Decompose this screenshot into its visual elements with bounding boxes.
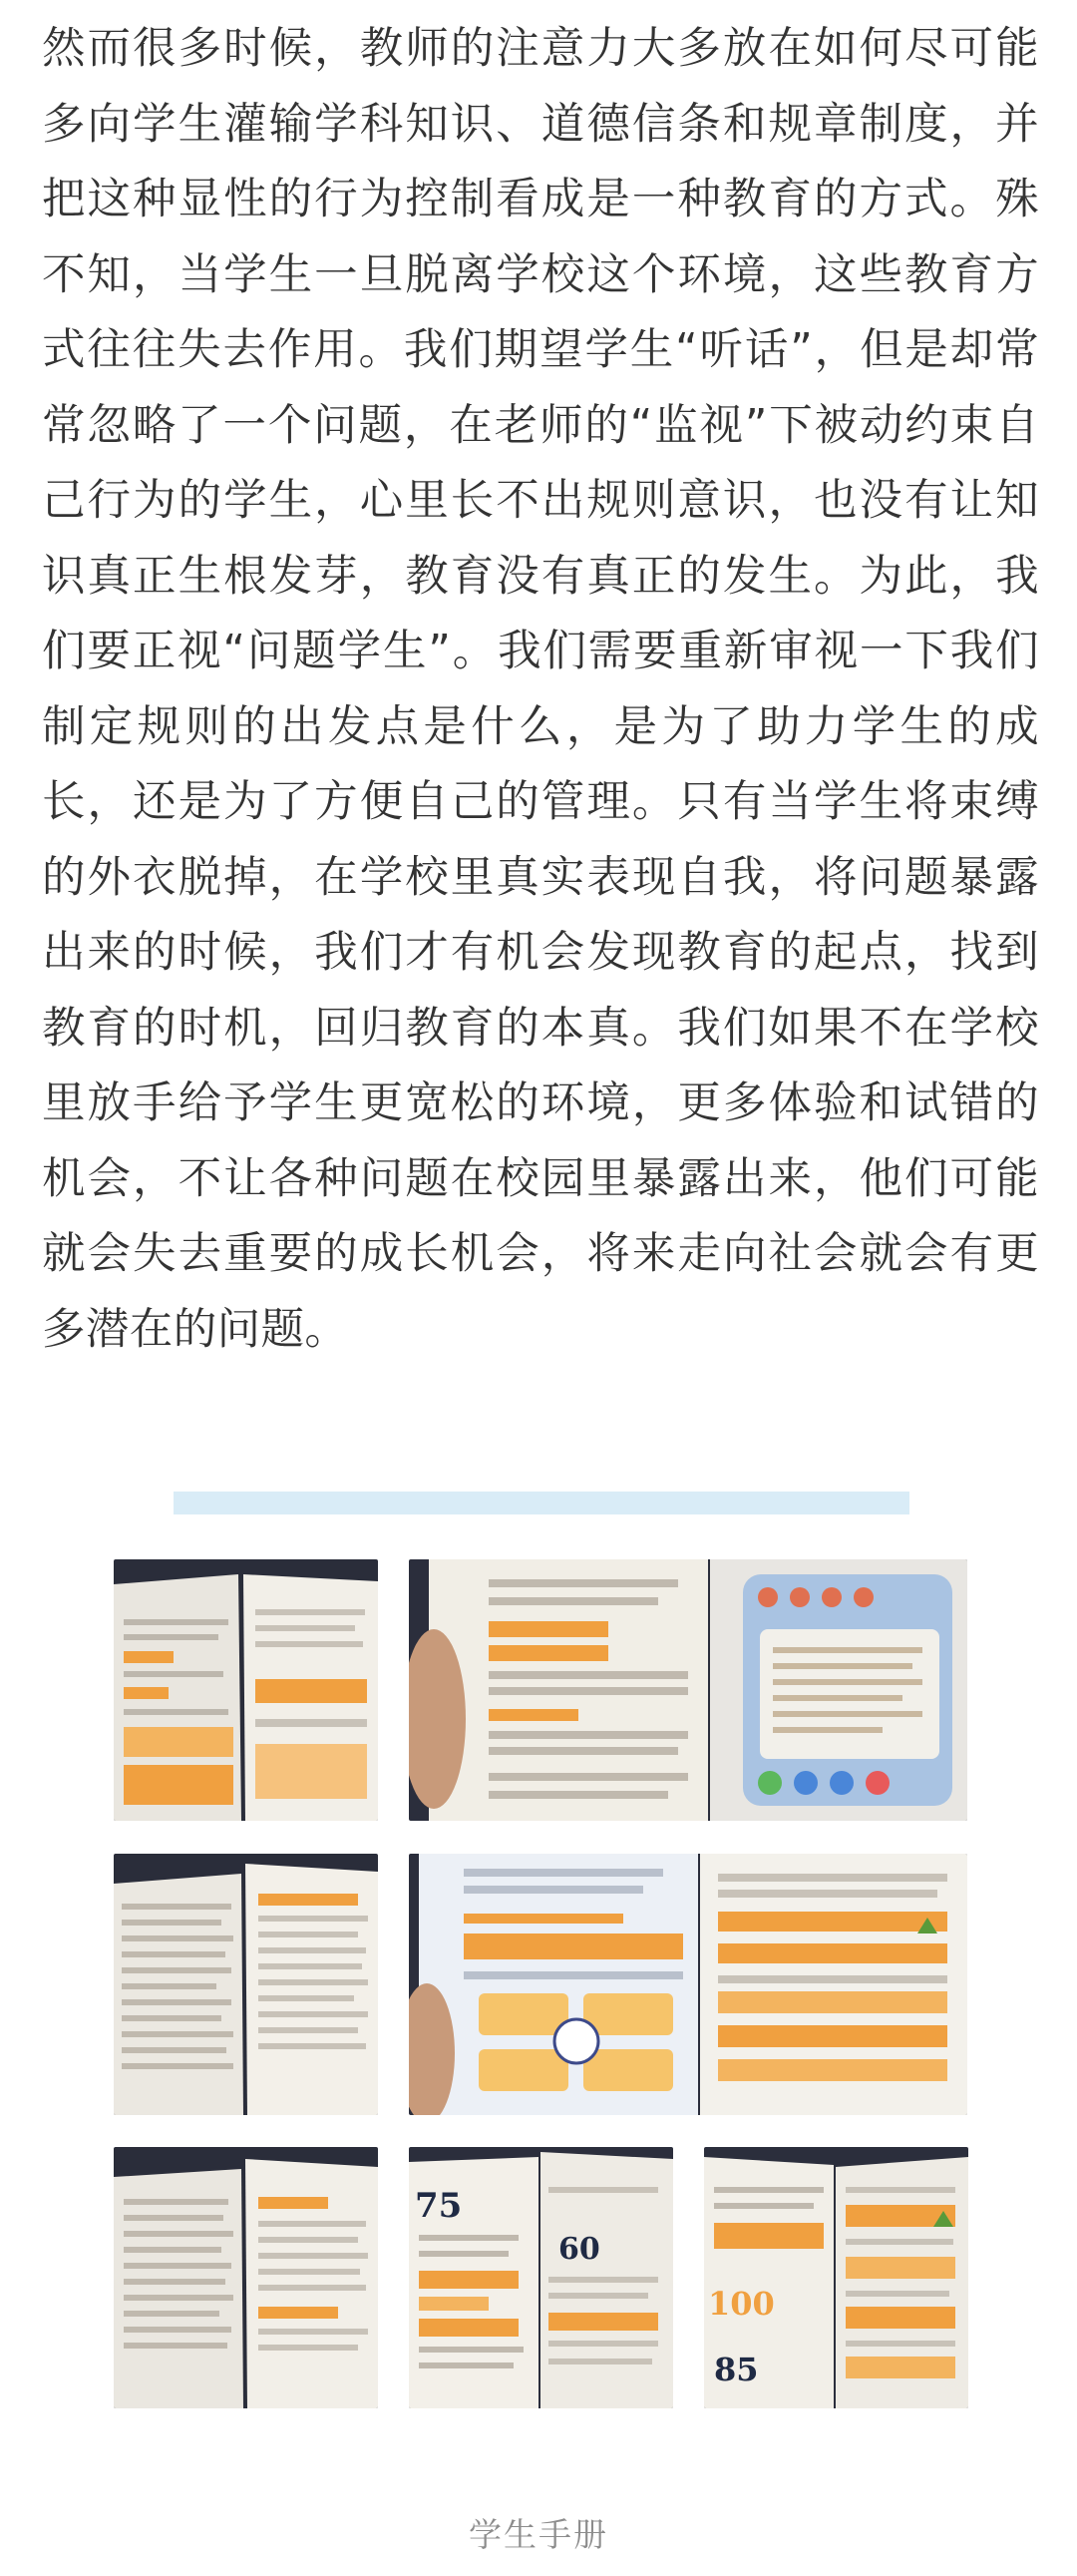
handbook-photo-3[interactable]: [114, 1854, 378, 2115]
score-75-label: 75: [415, 2186, 463, 2226]
handbook-photo-1[interactable]: [114, 1559, 378, 1821]
handbook-photo-4[interactable]: [409, 1854, 967, 2115]
handbook-photo-6[interactable]: [409, 2147, 673, 2408]
article-paragraph: 然而很多时候，教师的注意力大多放在如何尽可能多向学生灌输学科知识、道德信条和规章制度，并把这种显性的行为控制看成是一种教育的方式。殊不知，当学生一旦脱离学校这个环境，这些教育方式往往失去作用。我们期望学生“听话”，但是却常常忽略了一个问题，在老师的“监视”下被动约束自己行为的学生，心里长不出规则意识，也没有让知识真正生根发芽，教育没有真正的发生。为此，我们要正视“问题学生”。我们需要重新审视一下我们制定规则的出发点是什么，是为了助力学生的成长，还是为了方便自己的管理。只有当学生将束缚的外衣脱掉，在学校里真实表现自我，将问题暴露出来的时候，我们才有机会发现教育的起点，找到教育的时机，回归教育的本真。我们如果不在学校里放手给予学生更宽松的环境，更多体验和试错的机会，不让各种问题在校园里暴露出来，他们可能就会失去重要的成长机会，将来走向社会就会有更多潜在的问题。: [42, 24, 1039, 1355]
gallery-caption: 学生手册: [469, 2515, 608, 2554]
score-100-label: 100: [708, 2285, 775, 2323]
score-85-label: 85: [714, 2351, 759, 2388]
handbook-photo-2[interactable]: [409, 1559, 967, 1821]
handbook-photo-5[interactable]: [114, 2147, 378, 2408]
handbook-photo-7[interactable]: [704, 2147, 968, 2408]
score-60-label: 60: [558, 2232, 600, 2267]
